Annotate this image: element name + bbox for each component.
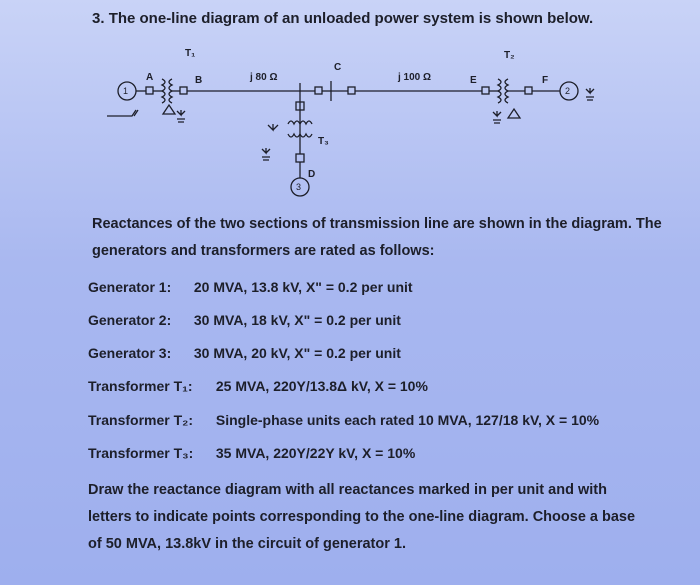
rating-value: 25 MVA, 220Y/13.8Δ kV, X = 10% bbox=[215, 378, 428, 394]
rating-value: 20 MVA, 13.8 kV, X" = 0.2 per unit bbox=[193, 279, 413, 295]
label-gen-2: 2 bbox=[565, 86, 571, 96]
breaker-d bbox=[296, 154, 304, 162]
rating-generator-3 bbox=[88, 345, 401, 361]
rating-label: Generator 2: bbox=[88, 312, 172, 328]
label-gen-1: 1 bbox=[123, 86, 129, 96]
breaker-c2 bbox=[348, 87, 355, 94]
breaker-e bbox=[482, 87, 489, 94]
label-bus-c: C bbox=[334, 62, 342, 73]
label-gen-3: 3 bbox=[296, 182, 302, 192]
rating-label: Transformer T₁: bbox=[88, 378, 193, 394]
rating-value: 30 MVA, 20 kV, X" = 0.2 per unit bbox=[193, 345, 401, 361]
rating-generator-1 bbox=[88, 279, 413, 295]
gen2-wye-ground bbox=[586, 88, 594, 100]
label-t2: T₂ bbox=[504, 50, 515, 61]
t1-secondary-coil bbox=[169, 79, 172, 103]
rating-value: 30 MVA, 18 kV, X" = 0.2 per unit bbox=[193, 312, 401, 328]
t2-delta bbox=[508, 109, 520, 118]
label-t1: T₁ bbox=[185, 48, 196, 59]
label-bus-a: A bbox=[146, 72, 154, 83]
t3-wye bbox=[268, 124, 278, 130]
line-1-reactance: j 80 Ω bbox=[250, 72, 278, 83]
breaker-f bbox=[525, 87, 532, 94]
rating-transformer-1 bbox=[88, 378, 428, 394]
rating-value: Single-phase units each rated 10 MVA, 127/18 kV, X = 10% bbox=[215, 412, 600, 428]
t2-primary-coil bbox=[498, 79, 501, 103]
task-paragraph: Draw the reactance diagram with all reactances marked in per unit and with letters to indicate points corresponding to the one-line diagram. Choose a base of 50 MVA, 13.8kV in the circuit of generator 1. bbox=[88, 482, 636, 552]
label-t3: T₃ bbox=[318, 136, 329, 147]
line-2-reactance: j 100 Ω bbox=[398, 72, 432, 83]
rating-value: 35 MVA, 220Y/22Y kV, X = 10% bbox=[215, 445, 416, 461]
ground-1 bbox=[107, 110, 138, 116]
label-bus-e: E bbox=[470, 75, 477, 86]
rating-label: Transformer T₃: bbox=[88, 445, 194, 461]
label-bus-f: F bbox=[542, 75, 549, 86]
rating-label: Generator 1: bbox=[88, 279, 172, 295]
label-bus-b: B bbox=[195, 75, 203, 86]
t1-delta bbox=[163, 105, 175, 114]
t3-wye-ground bbox=[262, 148, 270, 160]
t1-wye-ground bbox=[177, 110, 185, 122]
description-paragraph: Reactances of the two sections of transmission line are shown in the diagram. The generators and transformers are rated as follows: bbox=[92, 216, 662, 259]
t2-secondary-coil bbox=[505, 79, 508, 103]
question-number: 3. bbox=[92, 10, 105, 27]
one-line-diagram bbox=[0, 36, 700, 206]
rating-label: Transformer T₂: bbox=[88, 412, 194, 428]
t2-wye-ground bbox=[493, 111, 501, 123]
rating-generator-2 bbox=[88, 312, 401, 328]
breaker-b bbox=[180, 87, 187, 94]
breaker-c bbox=[315, 87, 322, 94]
breaker-a bbox=[146, 87, 153, 94]
label-bus-d: D bbox=[308, 169, 316, 180]
rating-transformer-2 bbox=[88, 412, 599, 428]
question-title: The one-line diagram of an unloaded power system is shown below. bbox=[108, 10, 594, 27]
question-heading bbox=[92, 10, 593, 27]
rating-transformer-3 bbox=[88, 445, 415, 461]
rating-label: Generator 3: bbox=[88, 345, 172, 361]
t1-primary-coil bbox=[162, 79, 165, 103]
